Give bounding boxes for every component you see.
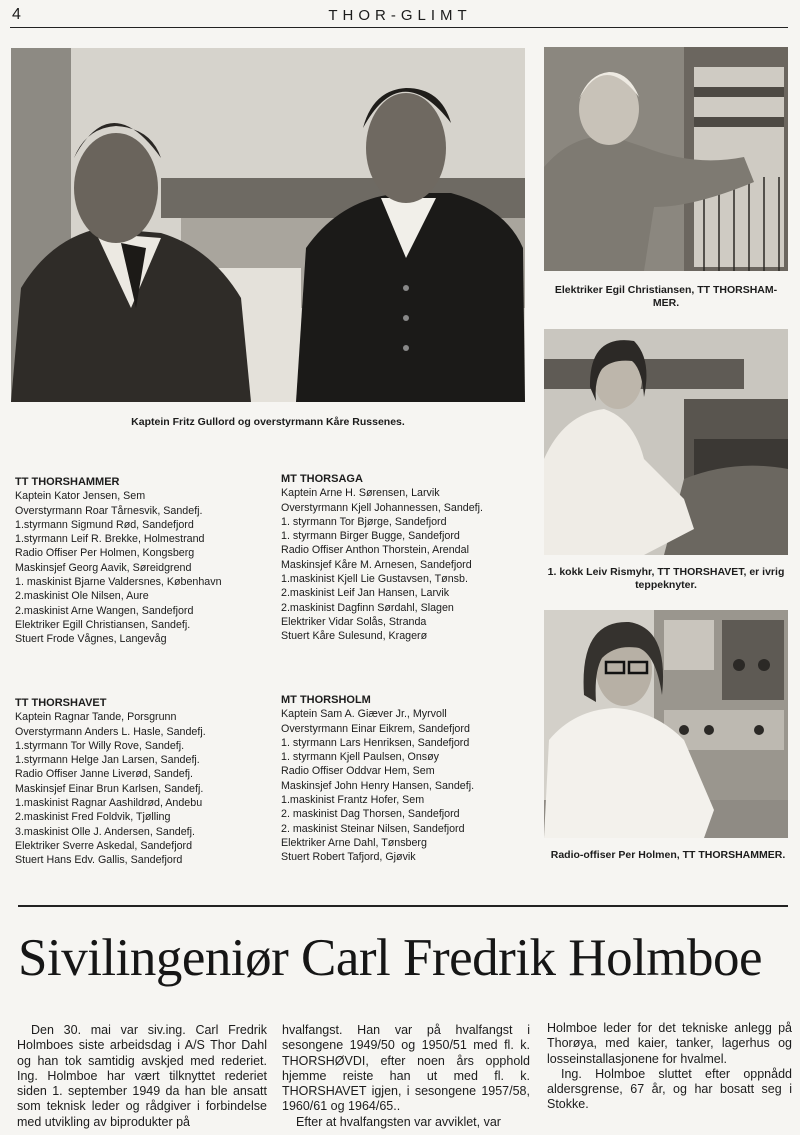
crew-list-thorshammer — [15, 475, 275, 647]
photo-electrician-caption: Elektriker Egil Christiansen, TT THORSHAM-MER. — [554, 284, 778, 309]
article-paragraph: hvalfangst. Han var på hvalfangst i sesongene 1949/50 og 1950/51 med fl. k. THORSHØVDI, efter noen års opphold hjemme reiste han ut med fl. k. THORSHAVET igjen, i sesongene 1957/58, 1960/61 og 1964/65.. — [282, 1023, 530, 1114]
page-number: 4 — [12, 6, 21, 23]
crew-list-thorshavet — [15, 696, 275, 868]
crew-member: Maskinsjef Georg Aavik, Søreidgrend — [15, 561, 192, 574]
crew-member: Stuert Hans Edv. Gallis, Sandefjord — [15, 854, 183, 867]
crew-member: 2. maskinist Steinar Nilsen, Sandefjord — [281, 822, 465, 835]
crew-member: 2.maskinist Ole Nilsen, Aure — [15, 590, 149, 603]
crew-member: 1. maskinist Bjarne Valdersnes, København — [15, 576, 222, 589]
crew-member: Stuert Frode Vågnes, Langevåg — [15, 633, 167, 646]
crew-member: 2. maskinist Dag Thorsen, Sandefjord — [281, 808, 460, 821]
crew-member: Overstyrmann Anders L. Hasle, Sandefj. — [15, 725, 206, 738]
crew-member: Maskinsjef Einar Brun Karlsen, Sandefj. — [15, 782, 204, 795]
crew-member: 1.styrmann Tor Willy Rove, Sandefj. — [15, 739, 185, 752]
article-column-1 — [17, 1023, 267, 1130]
photo-radio-officer — [544, 610, 788, 838]
photo-cook-caption: 1. kokk Leiv Rismyhr, TT THORSHAVET, er ivrig teppeknyter. — [547, 566, 785, 591]
crew-member: Kaptein Ragnar Tande, Porsgrunn — [15, 711, 177, 724]
article-column-2 — [282, 1023, 530, 1130]
ship-name: TT THORSHAVET — [15, 697, 107, 709]
crew-member: 2.maskinist Leif Jan Hansen, Larvik — [281, 587, 450, 600]
crew-member: Stuert Kåre Sulesund, Kragerø — [281, 630, 428, 643]
crew-member: 2.maskinist Fred Foldvik, Tjølling — [15, 811, 171, 824]
article-column-3 — [547, 1021, 792, 1113]
running-title: THOR-GLIMT — [328, 7, 472, 24]
crew-member: 1.maskinist Ragnar Aashildrød, Andebu — [15, 797, 203, 810]
article-headline: Sivilingeniør Carl Fredrik Holmboe — [18, 929, 763, 987]
crew-member: 1. styrmann Kjell Paulsen, Onsøy — [281, 751, 440, 764]
crew-member: 1.maskinist Frantz Hofer, Sem — [281, 794, 425, 807]
crew-member: Kaptein Sam A. Giæver Jr., Myrvoll — [281, 708, 447, 721]
crew-member: Radio Offiser Anthon Thorstein, Arendal — [281, 544, 469, 557]
crew-member: Kaptein Arne H. Sørensen, Larvik — [281, 487, 440, 500]
photo-captain-and-first-mate — [11, 48, 525, 402]
crew-member: Maskinsjef John Henry Hansen, Sandefj. — [281, 779, 475, 792]
crew-member: Overstyrmann Kjell Johannessen, Sandefj. — [281, 501, 483, 514]
ship-name: MT THORSAGA — [281, 473, 363, 485]
crew-member: Elektriker Egill Christiansen, Sandefj. — [15, 618, 191, 631]
photo-electrician — [544, 47, 788, 271]
crew-member: Radio Offiser Oddvar Hem, Sem — [281, 765, 435, 778]
crew-member: Radio Offiser Per Holmen, Kongsberg — [15, 547, 195, 560]
crew-member: 1. styrmann Lars Henriksen, Sandefjord — [281, 736, 470, 749]
crew-member: Kaptein Kator Jensen, Sem — [15, 490, 146, 503]
crew-member: Overstyrmann Roar Tårnesvik, Sandefj. — [15, 504, 203, 517]
crew-member: Elektriker Sverre Askedal, Sandefjord — [15, 839, 193, 852]
crew-list-thorsholm — [281, 693, 536, 865]
crew-member: Overstyrmann Einar Eikrem, Sandefjord — [281, 722, 470, 735]
crew-member: 3.maskinist Olle J. Andersen, Sandefj. — [15, 825, 195, 838]
crew-member: Elektriker Arne Dahl, Tønsberg — [281, 836, 427, 849]
crew-member: 1.styrmann Helge Jan Larsen, Sandefj. — [15, 754, 200, 767]
main-photo-caption: Kaptein Fritz Gullord og overstyrmann Kåre Russenes. — [131, 416, 405, 428]
header-rule — [10, 27, 788, 28]
crew-member: Stuert Robert Tafjord, Gjøvik — [281, 851, 416, 864]
section-divider — [18, 905, 788, 907]
article-paragraph: Holmboe leder for det tekniske anlegg på Thorøya, med kaier, tanker, lagerhus og losseinstallasjonene for hvalmel. — [547, 1021, 792, 1066]
crew-member: 1. styrmann Birger Bugge, Sandefjord — [281, 530, 460, 543]
article-paragraph: Ing. Holmboe sluttet efter oppnådd aldersgrense, 67 år, og har bosatt seg i Stokke. — [547, 1066, 792, 1112]
crew-member: 1.styrmann Sigmund Rød, Sandefjord — [15, 518, 194, 531]
crew-member: 2.maskinist Dagfinn Sørdahl, Slagen — [281, 601, 454, 614]
crew-member: 2.maskinist Arne Wangen, Sandefjord — [15, 604, 194, 617]
article-paragraph: Den 30. mai var siv.ing. Carl Fredrik Holmboes siste arbeidsdag i A/S Thor Dahl og han tok samtidig avskjed med rederiet. Ing. Holmboe har vært tilknyttet rederiet siden 1. september 1949 da han ble ansatt som teknisk leder og rådgiver i forbindelse med utvikling av biprodukter på — [17, 1023, 267, 1129]
crew-member: 1. styrmann Tor Bjørge, Sandefjord — [281, 515, 447, 528]
article-paragraph: Efter at hvalfangsten var avviklet, var — [296, 1114, 501, 1129]
crew-member: Radio Offiser Janne Liverød, Sandefj. — [15, 768, 194, 781]
photo-radio-officer-caption: Radio-offiser Per Holmen, TT THORSHAMMER. — [550, 849, 786, 861]
crew-list-thorsaga — [281, 472, 536, 644]
photo-cook — [544, 329, 788, 555]
crew-member: Maskinsjef Kåre M. Arnesen, Sandefjord — [281, 558, 472, 571]
crew-member: 1.styrmann Leif R. Brekke, Holmestrand — [15, 533, 205, 546]
ship-name: MT THORSHOLM — [281, 694, 371, 706]
crew-member: Elektriker Vidar Solås, Stranda — [281, 615, 427, 628]
ship-name: TT THORSHAMMER — [15, 476, 120, 488]
crew-member: 1.maskinist Kjell Lie Gustavsen, Tønsb. — [281, 573, 468, 586]
